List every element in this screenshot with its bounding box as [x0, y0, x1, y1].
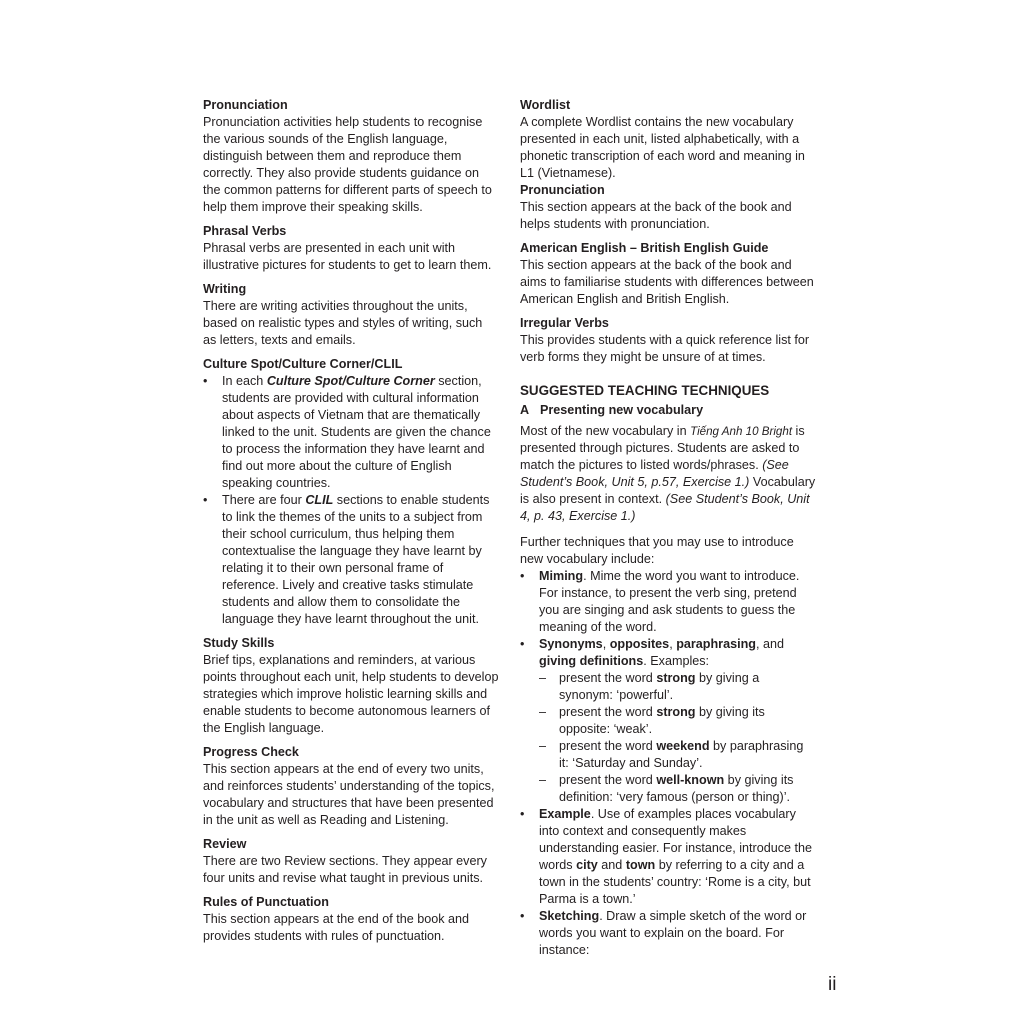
culture-section — [203, 356, 499, 628]
list-item: • Synonyms, opposites, paraphrasing, and giving definitions. Examples: – present the word strong by giving a synonym: ‘powerful’. – present the word strong by giving its opposite: ‘weak’. – present the word weekend by paraphrasing it: ‘Saturday and Sunday’. – present the word well-known by giving its definition: ‘very famous (person or thing)’. — [520, 636, 816, 806]
section-heading: Progress Check — [203, 745, 299, 759]
punctuation-section — [203, 894, 499, 945]
section-heading: Irregular Verbs — [520, 316, 609, 330]
page-number: ii — [828, 974, 837, 995]
section-body: This section appears at the back of the book and helps students with pronunciation. — [520, 200, 792, 231]
techniques-list — [520, 568, 816, 959]
section-heading: Pronunciation — [203, 98, 288, 112]
right-column — [520, 97, 816, 959]
progress-check-section — [203, 744, 499, 829]
section-heading: Wordlist — [520, 98, 571, 112]
vocabulary-paragraph: Most of the new vocabulary in Tiếng Anh 10 Bright is presented through pictures. Students are asked to match the pictures to listed words/phrases. (See Student’s Book, Unit 5, p.57, Exercise 1.) Vocabulary is also present in context. (See Student’s Book, Unit 4, p. 43, Exercise 1.) — [520, 424, 816, 523]
culture-bullet-list — [203, 373, 499, 628]
section-body: Pronunciation activities help students to recognise the various sounds of the English language, distinguish between them and reproduce them correctly. They also provide students guidance on the common patterns for different parts of speech to help them improve their speaking skills. — [203, 115, 492, 214]
list-item: • In each Culture Spot/Culture Corner section, students are provided with cultural information about aspects of Vietnam that are thematically linked to the unit. Students are given the chance to process the information they have learnt and find out more about the culture of English speaking countries. — [203, 373, 499, 492]
section-heading: Phrasal Verbs — [203, 224, 287, 238]
section-body: There are two Review sections. They appear every four units and revise what taught in previous units. — [203, 854, 487, 885]
phrasal-verbs-section — [203, 223, 499, 274]
section-heading: Pronunciation — [520, 183, 605, 197]
section-body: A complete Wordlist contains the new vocabulary presented in each unit, listed alphabetically, with a phonetic transcription of each word and meaning in L1 (Vietnamese). — [520, 115, 805, 180]
list-item: • Sketching. Draw a simple sketch of the word or words you want to explain on the board. For instance: — [520, 908, 816, 959]
writing-section — [203, 281, 499, 349]
list-item: – present the word strong by giving its opposite: ‘weak’. — [539, 704, 816, 738]
list-item: – present the word weekend by paraphrasing it: ‘Saturday and Sunday’. — [539, 738, 816, 772]
section-heading: Study Skills — [203, 636, 275, 650]
american-british-section — [520, 240, 816, 308]
section-heading: Review — [203, 837, 247, 851]
section-body: There are writing activities throughout the units, based on realistic types and styles of writing, such as letters, texts and emails. — [203, 299, 483, 347]
left-column — [203, 97, 499, 952]
list-item: – present the word well-known by giving its definition: ‘very famous (person or thing)’. — [539, 772, 816, 806]
section-body: Brief tips, explanations and reminders, at various points throughout each unit, help students to develop strategies which improve holistic learning skills and enable students to become autonomous learners of the English language. — [203, 653, 499, 735]
techniques-intro: Further techniques that you may use to introduce new vocabulary include: — [520, 535, 794, 566]
section-heading: Writing — [203, 282, 247, 296]
section-body: This section appears at the end of every two units, and reinforces students’ understanding of the topics, vocabulary and structures that have been presented in the unit as well as Reading and Listening. — [203, 762, 495, 827]
list-item: • There are four CLIL sections to enable students to link the themes of the units to a subject from their school curriculum, thus helping them contextualise the language they have learnt by relating it to their own personal frame of reference. Lively and creative tasks stimulate students and allow them to consolidate the language they have learnt throughout the unit. — [203, 492, 499, 628]
section-heading: Culture Spot/Culture Corner/CLIL — [203, 357, 403, 371]
wordlist-section — [520, 97, 816, 182]
section-body: This provides students with a quick reference list for verb forms they might be unsure of at times. — [520, 333, 810, 364]
section-heading: Rules of Punctuation — [203, 895, 329, 909]
list-item: – present the word strong by giving a synonym: ‘powerful’. — [539, 670, 816, 704]
techniques-heading: SUGGESTED TEACHING TECHNIQUES — [520, 383, 770, 398]
list-item: • Miming. Mime the word you want to introduce. For instance, to present the verb sing, pretend you are singing and ask students to guess the meaning of the word. — [520, 568, 816, 636]
section-body: Phrasal verbs are presented in each unit with illustrative pictures for students to get to learn them. — [203, 241, 492, 272]
section-body: This section appears at the end of the book and provides students with rules of punctuation. — [203, 912, 470, 943]
section-heading: American English – British English Guide — [520, 241, 769, 255]
section-body: This section appears at the back of the book and aims to familiarise students with differences between American English and British English. — [520, 258, 814, 306]
list-item: • Example. Use of examples places vocabulary into context and consequently makes understanding easier. For instance, introduce the words city and town by referring to a city and a town in the students’ country: ‘Rome is a city, but Parma is a town.’ — [520, 806, 816, 908]
study-skills-section — [203, 635, 499, 737]
irregular-verbs-section — [520, 315, 816, 366]
examples-list — [539, 670, 816, 806]
review-section — [203, 836, 499, 887]
teaching-techniques-section — [520, 382, 816, 959]
techniques-subheading: A Presenting new vocabulary — [520, 403, 704, 417]
pronunciation-section — [203, 97, 499, 216]
pronunciation-guide-section — [520, 182, 816, 233]
